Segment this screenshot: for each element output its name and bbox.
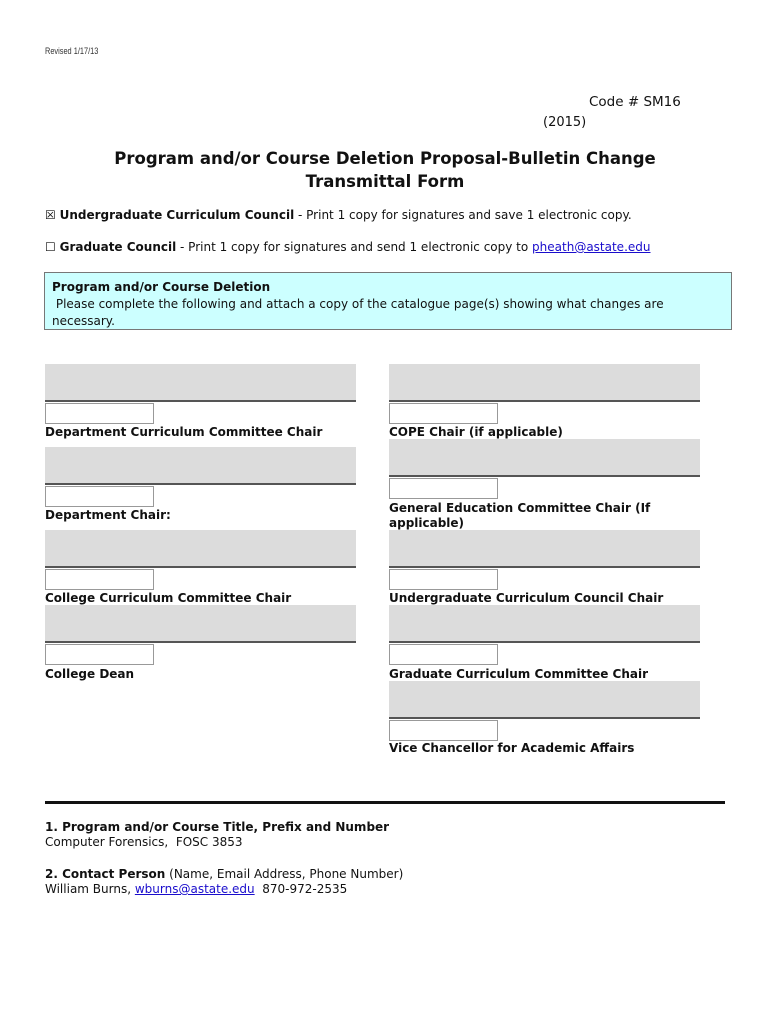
label-grad-curriculum-chair: Graduate Curriculum Committee Chair	[389, 667, 649, 681]
form-year: (2015)	[543, 115, 587, 130]
graduate-instruction: - Print 1 copy for signatures and send 1 electronic copy to	[176, 240, 533, 254]
label-vice-chancellor: Vice Chancellor for Academic Affairs	[389, 741, 635, 755]
contact-email-link[interactable]: wburns@astate.edu	[134, 882, 255, 896]
label-college-dean: College Dean	[45, 667, 135, 681]
title-line-2: Transmittal Form	[305, 172, 465, 191]
section-2	[45, 865, 403, 897]
undergraduate-checkbox[interactable]: ☒	[45, 208, 56, 222]
label-college-curriculum-chair: College Curriculum Committee Chair	[45, 591, 292, 605]
section-1-value: Computer Forensics, FOSC 3853	[45, 835, 243, 849]
signature-field-gen-ed-chair[interactable]	[389, 439, 700, 477]
date-field-dept-chair[interactable]	[45, 486, 154, 507]
date-field-cope-chair[interactable]	[389, 403, 498, 424]
section-2-note: (Name, Email Address, Phone Number)	[165, 867, 404, 881]
signature-field-college-dean[interactable]	[45, 605, 356, 643]
undergraduate-council-option	[45, 208, 632, 222]
signature-field-vice-chancellor[interactable]	[389, 681, 700, 719]
section-2-heading: 2. Contact Person	[45, 867, 166, 881]
date-field-gen-ed-chair[interactable]	[389, 478, 498, 499]
signature-field-ucc-chair[interactable]	[389, 530, 700, 568]
form-code: Code # SM16	[589, 94, 681, 110]
label-dept-curriculum-chair: Department Curriculum Committee Chair	[45, 425, 323, 439]
undergraduate-instruction: - Print 1 copy for signatures and save 1 electronic copy.	[294, 208, 632, 222]
date-field-vice-chancellor[interactable]	[389, 720, 498, 741]
title-line-1: Program and/or Course Deletion Proposal-Bulletin Change	[114, 149, 656, 168]
revised-date: Revised 1/17/13	[45, 46, 99, 56]
graduate-email-link[interactable]: pheath@astate.edu	[532, 240, 651, 254]
date-field-dept-curriculum-chair[interactable]	[45, 403, 154, 424]
signature-field-college-curriculum-chair[interactable]	[45, 530, 356, 568]
date-field-college-curriculum-chair[interactable]	[45, 569, 154, 590]
signature-field-cope-chair[interactable]	[389, 364, 700, 402]
contact-name: William Burns,	[45, 882, 135, 896]
signature-field-grad-curriculum-chair[interactable]	[389, 605, 700, 643]
undergraduate-council-name: Undergraduate Curriculum Council	[59, 208, 295, 222]
date-field-grad-curriculum-chair[interactable]	[389, 644, 498, 665]
graduate-council-name: Graduate Council	[59, 240, 177, 254]
label-ucc-chair: Undergraduate Curriculum Council Chair	[389, 591, 664, 605]
page-title	[40, 147, 730, 193]
info-box	[44, 272, 732, 330]
signature-field-dept-curriculum-chair[interactable]	[45, 364, 356, 402]
signature-field-dept-chair[interactable]	[45, 447, 356, 485]
contact-phone: 870-972-2535	[254, 882, 348, 896]
section-1	[45, 820, 389, 850]
section-1-heading: 1. Program and/or Course Title, Prefix and Number	[45, 820, 390, 834]
info-text: Please complete the following and attach a copy of the catalogue page(s) showing what changes are necessary.	[52, 297, 668, 328]
graduate-council-option	[45, 240, 651, 254]
date-field-college-dean[interactable]	[45, 644, 154, 665]
label-cope-chair: COPE Chair (if applicable)	[389, 425, 563, 439]
date-field-ucc-chair[interactable]	[389, 569, 498, 590]
label-dept-chair: Department Chair:	[45, 508, 171, 522]
info-heading: Program and/or Course Deletion	[52, 280, 271, 294]
section-divider	[45, 801, 725, 804]
contact-info	[45, 882, 403, 897]
graduate-checkbox[interactable]: ☐	[45, 240, 56, 254]
label-gen-ed-chair: General Education Committee Chair (If applicable)	[389, 501, 651, 530]
